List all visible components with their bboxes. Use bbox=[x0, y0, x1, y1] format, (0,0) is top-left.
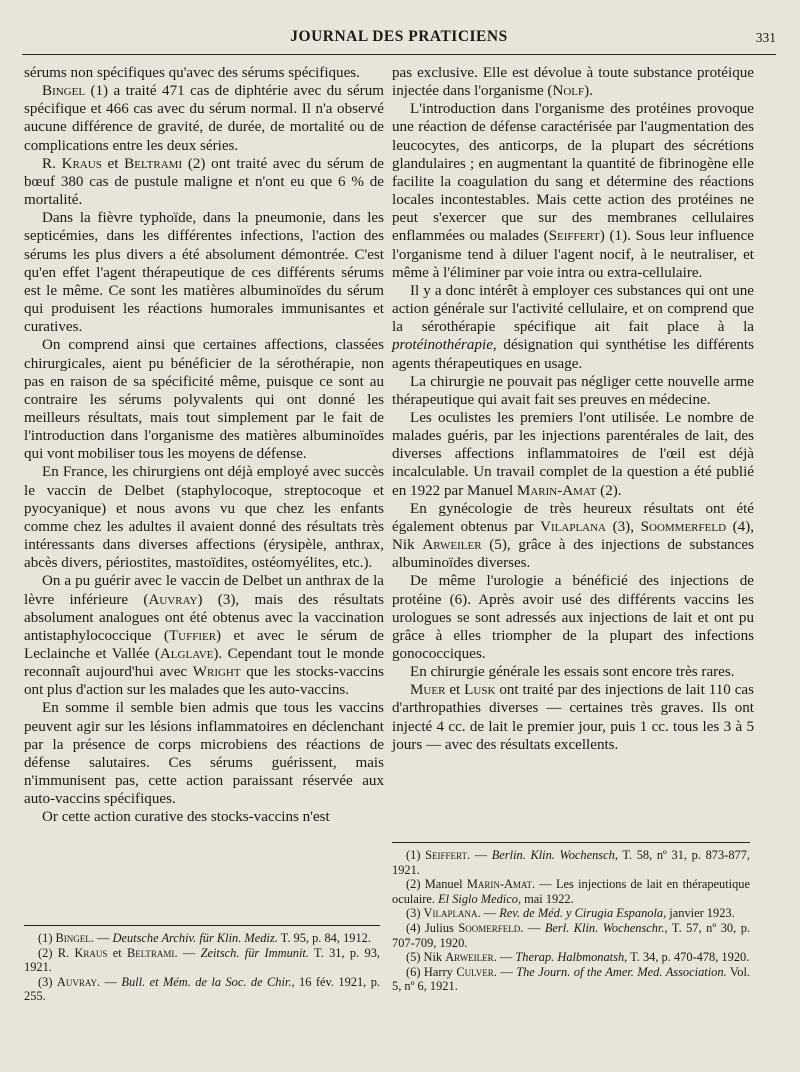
author-name: Seiffert bbox=[548, 228, 600, 245]
footnote-divider bbox=[392, 842, 750, 843]
paragraph: L'introduction dans l'organisme des protéines provoque une réaction de défense caractérisée par l'augmentation des leucocytes, des anticorps, de la plupart des sécrétions glandulaires ; en augmentant la quantité de fibrinogène elle facilite la coagulation du sang et détermine des réactions locales incontestables. Mais cette action des protéines ne peut s'exercer que sur des membranes cellulaires enflammées ou malades (Seiffert) (1). Sous leur influence l'organisme tend à diluer l'agent nocif, à le neutraliser, et même à l'éliminer par voie intra ou extra-cellulaire. bbox=[392, 101, 754, 281]
paragraph: Bingel (1) a traité 471 cas de diphtérie avec du sérum spécifique et 466 cas avec du sérum normal. Il n'a observé aucune différence de gravité, de durée, de mortalité ou de complications entre les deux séries. bbox=[24, 83, 384, 154]
footnote: (1) Bingel. — Deutsche Archiv. für Klin. Mediz. T. 95, p. 84, 1912. bbox=[38, 931, 371, 945]
page-number: 331 bbox=[755, 30, 776, 45]
footnotes-right bbox=[392, 848, 750, 994]
paragraph: En somme il semble bien admis que tous les vaccins peuvent agir sur les lésions inflammatoires en déclenchant par la présence de corps microbiens des réactions de défense salutaires. Ces sérums guérissent, mais n'immunisent pas, cette action paraissant réservée aux auto-vaccins spécifiques. bbox=[24, 700, 384, 808]
footnote: (6) Harry Culver. — The Journ. of the Amer. Med. Association. Vol. 5, nº 6, 1921. bbox=[392, 964, 750, 994]
footnote: (3) Auvray. — Bull. et Mém. de la Soc. de Chir., 16 fév. 1921, p. 255. bbox=[24, 974, 381, 1004]
author-name: Muer bbox=[410, 682, 446, 699]
paragraph: Dans la fièvre typhoïde, dans la pneumonie, dans les septicémies, dans les différentes infections, l'action des sérums les plus divers a été absolument démontrée. C'est qu'en effet l'agent thérapeutique de ces différents sérums est le même. Ce sont les matières albuminoïdes du sérum qui produisent les réactions humorales immunisantes et curatives. bbox=[24, 210, 384, 336]
author-name: Beltrami bbox=[124, 155, 183, 172]
author-name: Bingel bbox=[42, 83, 86, 100]
author-name: Tuffier bbox=[168, 627, 217, 644]
paragraph: La chirurgie ne pouvait pas négliger cette nouvelle arme thérapeutique qui avait fait ses preuves en médecine. bbox=[392, 373, 754, 408]
paragraph: Muer et Lusk ont traité par des injections de lait 110 cas d'arthropathies diverses — certaines très graves. Ils ont injecté 4 cc. de lait le premier jour, puis 1 cc. tous les 3 à 5 jours — avec des résultats excellents. bbox=[392, 682, 754, 753]
paragraph: En France, les chirurgiens ont déjà employé avec succès le vaccin de Delbet (staphylocoque, streptocoque et pyocyanique) et nous avons vu que chez les enfants comme chez les adultes il avaient donné des résultats très intéressants dans diverses affections (érysipèle, anthrax, abcès divers, périostites, mastoïdites, ostéomyélites, etc.). bbox=[24, 464, 384, 572]
paragraph: On a pu guérir avec le vaccin de Delbet un anthrax de la lèvre inférieure (Auvray) (3), mais des résultats absolument analogues ont été obtenus avec la vaccination antistaphylococcique (Tuffier) et avec le sérum de Leclainche et Vallée (Alglave). Cependant tout le monde reconnaît aujourd'hui avec Wright que les stocks-vaccins ont plus d'action sur les malades que les auto-vaccins. bbox=[24, 573, 384, 699]
paragraph: Or cette action curative des stocks-vaccins n'est bbox=[42, 809, 330, 826]
author-name: Lusk bbox=[464, 682, 496, 699]
footnote: (2) Manuel Marin-Amat. — Les injections de lait en thérapeutique oculaire. El Siglo Medico, mai 1922. bbox=[392, 877, 751, 906]
footnote: (5) Nik Arweiler. — Therap. Halbmonatsh, T. 34, p. 470-478, 1920. bbox=[406, 950, 750, 965]
author-name: Auvray bbox=[148, 591, 198, 608]
paragraph: pas exclusive. Elle est dévolue à toute substance protéique injectée dans l'organisme (Nolf). bbox=[392, 65, 754, 100]
paragraph: On comprend ainsi que certaines affections, classées chirurgicales, aient pu bénéficier de la sérothérapie, non pas en raison de sa spécificité même, puisque ce sont au contraire les sérums polyvalents qui ont donné les meilleurs résultats, mais tout simplement par le fait de l'introduction dans l'organisme des matières albuminoïdes qui vont mobiliser tous les moyens de défense. bbox=[24, 337, 384, 463]
paragraph: Les oculistes les premiers l'ont utilisée. Le nombre de malades guéris, par les injections parentérales de lait, des diverses affections inflammatoires de l'œil est déjà incalculable. Un travail complet de la question a été publié en 1922 par Manuel Marin-Amat (2). bbox=[392, 409, 754, 499]
footnote: (4) Julius Soomerfeld. — Berl. Klin. Wochenschr., T. 57, nº 30, p. 707-709, 1920. bbox=[392, 920, 751, 950]
page-header bbox=[22, 28, 776, 55]
footnote: (2) R. Kraus et Beltrami. — Zeitsch. für Immunit. T. 31, p. 93, 1921. bbox=[24, 945, 381, 975]
journal-title: JOURNAL DES PRATICIENS bbox=[290, 28, 508, 45]
footnote: (3) Vilaplana. — Rev. de Méd. y Cirugia Espanola, janvier 1923. bbox=[406, 906, 735, 921]
paragraph: De même l'urologie a bénéficié des injections de protéine (6). Après avoir usé des différents vaccins les urologues se sont adressés aux injections de lait et ont pu grâce à elles triompher de la plupart des infections gonococciques. bbox=[392, 573, 754, 662]
paragraph: En gynécologie de très heureux résultats ont été également obtenus par Vilaplana (3), Soommerfeld (4), Nik Arweiler (5), grâce à des injections de substances albuminoïdes diverses. bbox=[392, 500, 755, 572]
author-name: Vilaplana bbox=[540, 518, 606, 535]
paragraph: sérums non spécifiques qu'avec des sérums spécifiques. bbox=[24, 65, 360, 81]
right-column bbox=[392, 64, 754, 754]
author-name: R. Kraus bbox=[42, 155, 102, 172]
author-name: Soommerfeld bbox=[640, 518, 727, 535]
footnote-divider bbox=[24, 925, 380, 926]
author-name: Arweiler bbox=[422, 537, 482, 554]
author-name: Wright bbox=[192, 664, 241, 681]
author-name: Marin-Amat bbox=[516, 482, 597, 499]
emphasis-term: protéinothérapie bbox=[392, 337, 493, 354]
footnotes-left bbox=[24, 931, 380, 1004]
paragraph: Il y a donc intérêt à employer ces substances qui ont une action générale sur l'activité cellulaire, et on comprend que la sérothérapie spécifique ait fait place à la protéinothérapie, désignation qui synthétise les différents agents thérapeutiques en usage. bbox=[392, 282, 754, 372]
paragraph: En chirurgie générale les essais sont encore très rares. bbox=[410, 664, 735, 681]
left-column bbox=[24, 64, 384, 827]
author-name: Nolf bbox=[552, 83, 585, 100]
paragraph: R. Kraus et Beltrami (2) ont traité avec du sérum de bœuf 380 cas de pustule maligne et n'ont eu que 6 % de mortalité. bbox=[24, 155, 384, 209]
author-name: Alglave bbox=[159, 646, 214, 662]
footnote: (1) Seiffert. — Berlin. Klin. Wochensch, T. 58, nº 31, p. 873-877, 1921. bbox=[392, 848, 751, 877]
